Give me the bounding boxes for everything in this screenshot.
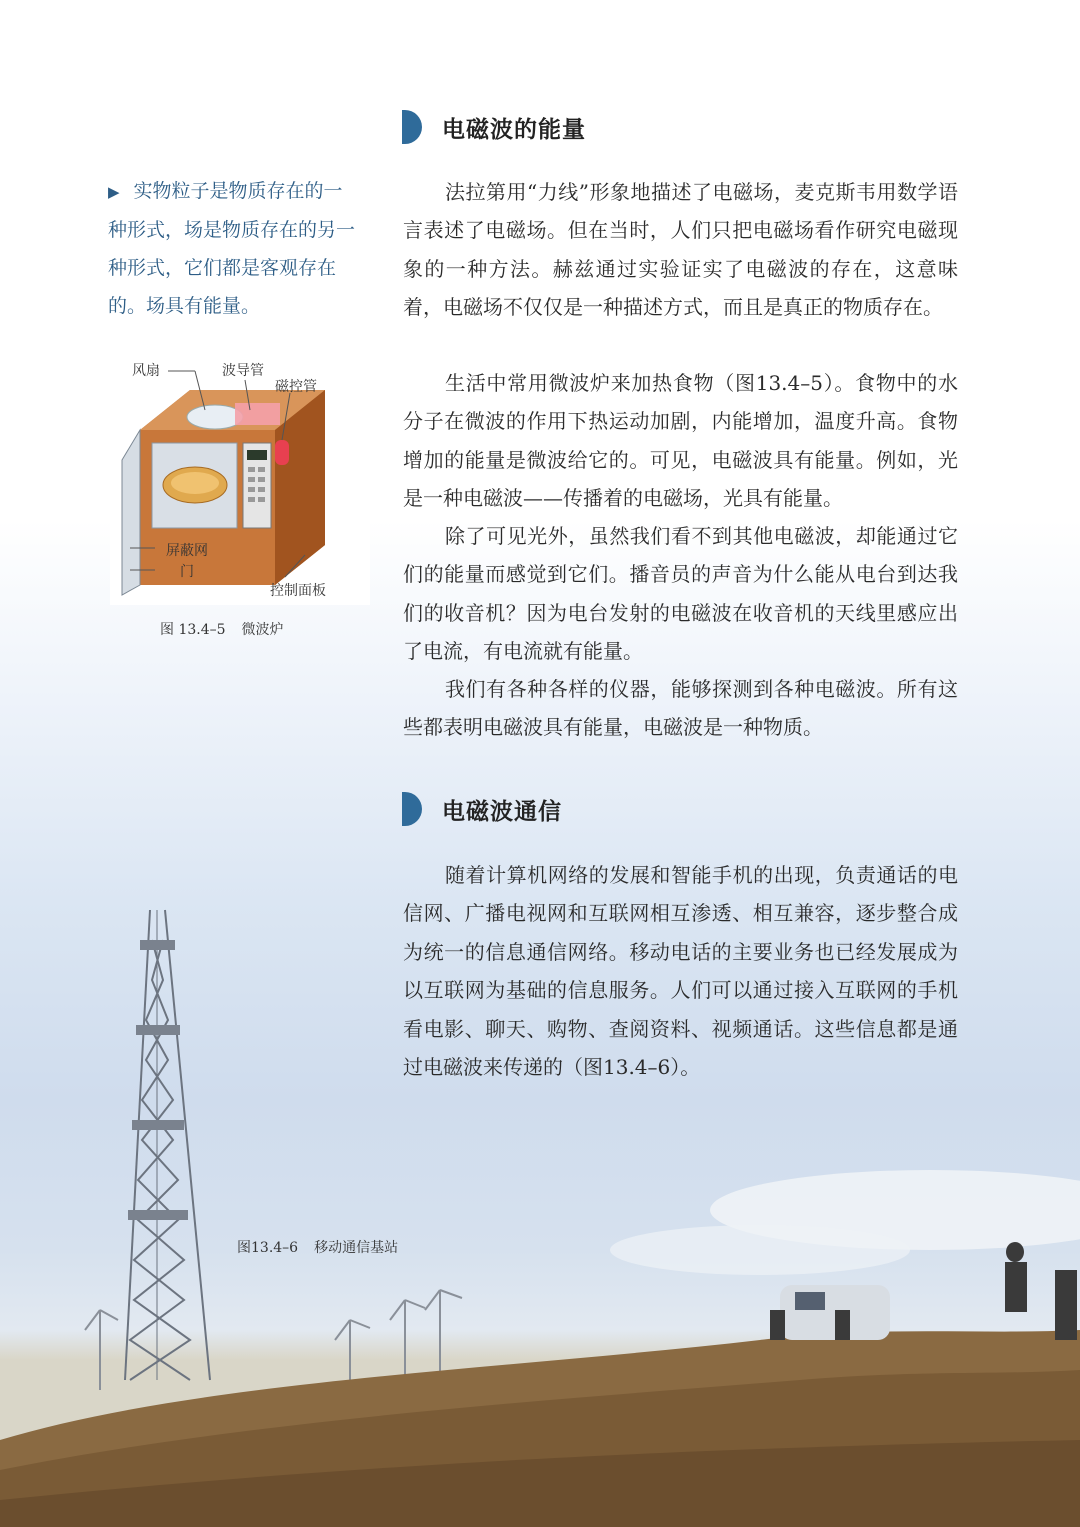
section-heading-energy	[402, 110, 586, 144]
paragraph-3: 除了可见光外，虽然我们看不到其他电磁波，却能通过它们的能量而感觉到它们。播音员的声音为什么能从电台到达我们的收音机？因为电台发射的电磁波在收音机的天线里感应出了电流，有电流就有能量。	[403, 524, 958, 664]
figure2-title: 移动通信基站	[314, 1240, 399, 1256]
paragraph-1: 法拉第用“力线”形象地描述了电磁场，麦克斯韦用数学语言表述了电磁场。但在当时，人们只把电磁场看作研究电磁现象的一种方法。赫兹通过实验证实了电磁波的存在，这意味着，电磁场不仅仅是一种描述方式，而且是真正的物质存在。	[403, 180, 958, 320]
paragraph-5: 随着计算机网络的发展和智能手机的出现，负责通话的电信网、广播电视网和互联网相互渗透、相互兼容，逐步整合成为统一的信息通信网络。移动电话的主要业务也已经发展成为以互联网为基础的信息服务。人们可以通过接入互联网的手机看电影、聊天、购物、查阅资料、视频通话。这些信息都是通过电磁波来传递的（图13.4–6）。	[403, 863, 958, 1080]
microwave-figure	[110, 355, 370, 605]
heading-text: 电磁波的能量	[442, 116, 586, 143]
section-heading-communication	[402, 792, 562, 826]
heading-marker	[402, 110, 422, 144]
heading-marker	[402, 792, 422, 826]
heading-text: 电磁波通信	[442, 798, 562, 825]
figure2-number: 图13.4–6	[237, 1240, 299, 1256]
triangle-bullet-icon: ▶	[108, 183, 120, 201]
label-door: 门	[180, 564, 194, 580]
label-fan: 风扇	[132, 363, 160, 379]
label-shield: 屏蔽网	[166, 543, 208, 559]
figure1-caption	[160, 619, 284, 639]
figure1-number: 图 13.4–5	[160, 622, 226, 638]
sidebar-note	[108, 172, 358, 325]
paragraph-4: 我们有各种各样的仪器，能够探测到各种电磁波。所有这些都表明电磁波具有能量，电磁波是一种物质。	[403, 677, 958, 740]
label-waveguide: 波导管	[222, 363, 264, 379]
figure1-title: 微波炉	[241, 622, 284, 638]
label-magnetron: 磁控管	[275, 379, 317, 395]
watermark: ​	[314, 961, 346, 1111]
figure2-caption	[237, 1237, 398, 1257]
label-control-panel: 控制面板	[270, 583, 326, 599]
paragraph-2: 生活中常用微波炉来加热食物（图13.4–5）。食物中的水分子在微波的作用下热运动加剧，内能增加，温度升高。食物增加的能量是微波给它的。可见，电磁波具有能量。例如，光是一种电磁波——传播着的电磁场，光具有能量。	[403, 371, 958, 511]
sidebar-note-text: 实物粒子是物质存在的一种形式，场是物质存在的另一种形式，它们都是客观存在的。场具有能量。	[108, 180, 356, 317]
